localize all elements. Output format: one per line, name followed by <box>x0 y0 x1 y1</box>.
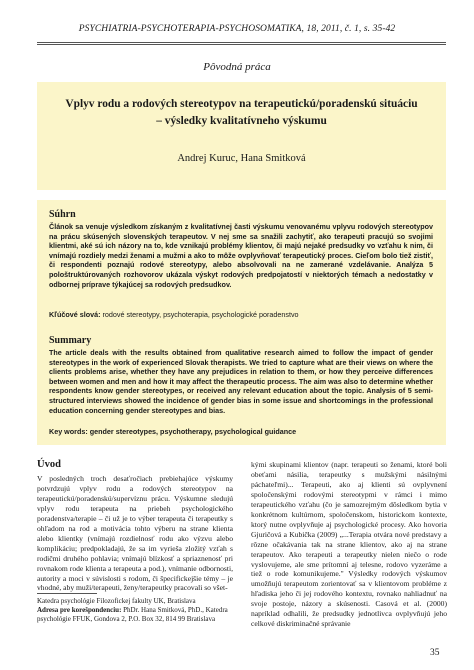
article-title <box>47 96 436 130</box>
abstract-en-heading: Summary <box>49 335 92 346</box>
header-rule-bottom <box>37 44 446 45</box>
header-rule-top <box>37 42 446 43</box>
abstract-en-keywords <box>49 427 433 437</box>
abstract-sk-keywords <box>49 310 433 320</box>
footnote-affiliation: Katedra psychológie Filozofickej fakulty UK, Bratislava <box>37 597 196 605</box>
abstract-sk-keywords-label: Kľúčové slová: <box>49 310 101 319</box>
abstract-en-keywords-value: gender stereotypes, psychotherapy, psychological guidance <box>89 427 297 436</box>
intro-heading: Úvod <box>37 459 61 470</box>
abstract-sk-text: Článok sa venuje výsledkom získaným z kvalitatívnej časti výskumu venovanému vplyvu rodových stereotypov na prácu skúsených slovenských terapeutov. V nej sme sa snažili zachytiť, ako terapeuti pracujú so svojimi klientmi, aké sú ich názory na to, kde vznikajú problémy klientov, či majú nejaké predsudky vo vzťahu k nim, či vnímajú rozdiely medzi ženami a mužmi a ako to môže ovplyvňovať terapeutický proces. Cieľom bolo tiež zistiť, či respondenti poznajú rodové stereotypy, alebo absolvovali na ne zamerané vzdelávanie. Analýza 5 pološtruktúrovaných rozhovorov ukázala výskyt rodových predpojatostí v niektorých témach a nedostatky v odbornej príprave týkajúcej sa rodových predsudkov. <box>49 222 433 289</box>
page-number: 35 <box>430 648 440 658</box>
footnote-correspondence-value: PhDr. Hana Smitková, PhD., Katedra psychológie FFUK, Gondova 2, P.O. Box 32, 814 99 Bratislava <box>37 606 228 623</box>
intro-left-column: V posledných troch desaťročiach prebiehajúce výskumy potvrdzujú vplyv rodu a rodových stereotypov na terapeutickú/poradenskú/supervíznu prácu. Výskumne sledujú vplyv rodu terapeuta na priebeh psychologického poradenstva/terapie – či už je to výber terapeuta či terapeutky s ohľadom na rod a motivácia tohto výberu na strane klienta alebo klientky (vnímajú rozdielnosť rodu ako výzvu alebo komplikáciu; predpokladajú, že sa im vyrieša zložitý vzťah s rodičmi druhého pohlavia; vnímajú blízkosť a spriaznenosť pri rovnakom rode klienta a terapeuta a pod.), vnímanie odbornosti, autority a moci v súvislosti s rodom, či špecifickejšie témy – je vhodné, aby muži/terapeuti, ženy/terapeutky pracovali so všet- <box>37 474 233 593</box>
title-box <box>37 82 446 190</box>
abstract-sk-keywords-value: rodové stereotypy, psychoterapia, psychologické poradenstvo <box>102 310 299 319</box>
journal-header: PSYCHIATRIA-PSYCHOTERAPIA-PSYCHOSOMATIKA, 18, 2011, č. 1, s. 35-42 <box>78 24 396 34</box>
abstract-box <box>37 200 446 445</box>
article-type: Pôvodná práca <box>203 61 271 73</box>
footnote-correspondence-label: Adresa pre korešpondenciu: <box>37 606 122 614</box>
footnote-correspondence <box>37 606 237 624</box>
title-line-1: Vplyv rodu a rodových stereotypov na terapeutickú/poradenskú situáciu <box>65 98 418 110</box>
abstract-sk-heading: Súhrn <box>49 209 76 220</box>
abstract-en-keywords-label: Key words: <box>49 427 88 436</box>
abstract-en-text: The article deals with the results obtained from qualitative research aimed to follow the impact of gender stereotypes in the work of experienced Slovak therapists. We tried to capture what are their views on where the clients problems arise, whether they have any prejudices in relation to them, or how they perceive differences between women and men and how it may affect the therapeutic process. The aim was also to determine whether respondents know gender stereotypes, or received any relevant education about the topic. Analysis of 5 semi-structured interviews showed the incidence of gender bias in some issue and shortcomings in the professional education concerning gender stereotypes and bias. <box>49 348 433 415</box>
title-line-2: – výsledky kvalitatívneho výskumu <box>156 115 327 127</box>
footnote-rule <box>37 593 97 594</box>
intro-right-column: kými skupinami klientov (napr. terapeuti so ženami, ktoré boli obeťami násilia, terapeutky s mužskými násilnými páchateľmi)... Terapeuti, ako aj klienti sú ovplyvnení spoločenskými rodovými stereotypmi v rámci i mimo terapeutického vzťahu (čo je samozrejmým dôsledkom bytia v konkrétnom kultúrnom, spoločenskom, historickom kontexte, ktorý nutne ovplyvňuje aj psychologické procesy. Ako hovoria Gjuričová a Kubička (2009) „...Terapia otvára nové predstavy a rôzne očakávania tak na strane klientov, ako aj na strane terapeutov. Ako terapeuti a terapeutky nielen niečo o rode vyslovujeme, ale sme prítomní aj telesne, rodovo vyzeráme a tiež o rode komunikujeme." Výsledky rodových výskumov umožňujú terapeutom zorientovať sa v klientovom probléme z hľadiska jeho či jej rodového kontextu, rovnako nahliadnuť na svoje postoje, názory a skúsenosti. Casová et al. (2000) napríklad odhalili, že predsudky jednotlivca ovplyvňujú jeho celkové diskriminačné správanie <box>251 460 447 629</box>
authors: Andrej Kuruc, Hana Smitková <box>177 153 306 164</box>
